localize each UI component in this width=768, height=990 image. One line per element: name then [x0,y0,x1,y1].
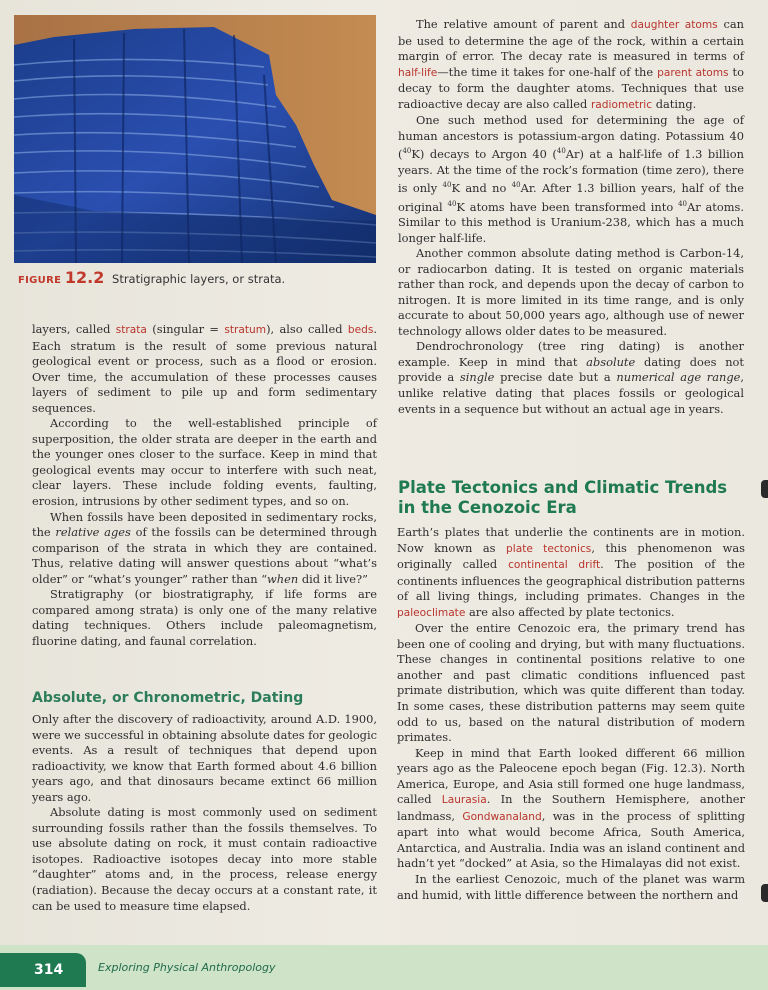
text-run: did it live?” [298,571,368,586]
isotope-superscript: 40 [402,147,412,156]
text-run: , this phenomenon was originally called [397,540,745,572]
paragraph: Another common absolute dating method is Carbon-14, or radiocarbon dating. It is tested on organic materials rather than rock, and depends upon the decay of carbon to nitrogen. It is more limited in its time range, and is only accurate to about 50,000 years ago, although use of newer technology allows older dates to be measured. [398,246,744,338]
paragraph [398,339,744,417]
isotope-superscript: 40 [556,147,566,156]
text-run: Earth’s plates that underlie the continents are in motion. Now known as [397,525,745,555]
paragraph [397,746,745,872]
paragraph: Absolute dating is most commonly used on sediment surrounding fossils rather than the fossils themselves. To use absolute dating on rock, it must contain radioactive isotopes. Radioactive isotopes decay into more stable “daughter” atoms and, in the process, release energy (radiation). Because the decay occurs at a constant rate, it can be used to measure time elapsed. [32,805,377,913]
keyword-term: daughter atoms [630,19,718,31]
emphasis: relative ages [55,525,131,540]
text-run: . In the Southern Hemisphere, another landmass, [397,792,745,823]
figure-caption-text: Stratigraphic layers, or strata. [112,272,286,286]
section-heading-absolute-dating: Absolute, or Chronometric, Dating [32,690,304,706]
emphasis: single [459,370,495,385]
page-edge-mark [761,884,768,902]
text-run: layers, called [32,322,116,336]
text-run: Dendrochronology (tree ring dating) is another example. Keep in mind that [398,339,744,369]
isotope-superscript: 40 [511,181,521,190]
text-run: are also affected by plate tectonics. [465,604,675,619]
isotope-superscript: 40 [447,199,457,208]
text-run: When fossils have been deposited in sedimentary rocks, the [32,509,377,540]
text-run: Ar) at a half-life of 1.3 billion years. At the time of the rock’s formation (time zero), there is only [398,147,744,196]
text-run: , unlike relative dating that places fossils or geological events in a sequence but without an actual age in years. [398,370,744,416]
keyword-term: beds [347,324,374,336]
running-book-title: Exploring Physical Anthropology [98,961,276,974]
keyword-term: Laurasia [441,794,487,807]
text-run: , was in the process of splitting apart into what would become Africa, South America, Antarctica, and Australia. India was an island continent and hadn’t yet “docked” at Asia, so the Himalayas did not exist. [397,808,745,871]
paragraph: Over the entire Cenozoic era, the primary trend has been one of cooling and drying, but with many fluctuations. These changes in continental positions relative to one another and past climatic conditions influenced past primate distribution, which was quite different than today. In some cases, these distribution patterns may seem quite odd to us, based on the natural distribution of modern primates. [397,621,745,745]
keyword-term: plate tectonics [506,542,592,555]
isotope-superscript: 40 [678,199,687,208]
figure-number: 12.2 [64,268,105,287]
paragraph: In the earliest Cenozoic, much of the planet was warm and humid, with little difference between the northern and [397,872,745,902]
keyword-term: stratum [224,324,267,336]
text-run: K atoms have been transformed into [456,199,679,214]
text-run: dating. [652,96,697,111]
keyword-term: half-life [398,66,438,79]
text-run: Ar atoms. Similar to this method is Uranium-238, which has a much longer half-life. [398,199,744,245]
text-run: Keep in mind that Earth looked different 66 million years ago as the Paleocene epoch began (Fig. 12.3). North America, Europe, and Asia still formed one huge landmass, called [397,745,745,807]
text-run: —the time it takes for one-half of the [437,64,658,79]
emphasis: numerical age range [616,370,741,385]
figure-label: FIGURE [18,275,62,286]
section-heading-plate-tectonics: Plate Tectonics and Climatic Trends in the Cenozoic Era [398,478,728,517]
right-column-lower [397,525,745,903]
text-run: . The position of the continents influences the geographical distribution patterns of all living things, including primates. Changes in the [397,557,745,604]
text-run: of the fossils can be determined through comparison of the strata in which they are contained. Thus, relative dating will answer questions about “what’s older” or “what’s younger” rather than “ [32,525,378,586]
text-run: K) decays to Argon 40 ( [411,147,557,162]
paragraph [397,525,745,621]
text-run: . Each stratum is the result of some previous natural geological event or process, such as a flood or erosion. Over time, the accumulation of these processes causes layers of sediment to pile up and form sedimentary sequences. [32,322,377,415]
left-column-lower [32,712,377,914]
text-run: (singular = [146,322,225,336]
strata-photo [14,15,376,263]
keyword-term: strata [115,324,147,336]
right-column-upper [398,17,744,417]
keyword-term: parent atoms [657,66,729,79]
figure-caption [18,268,378,287]
paragraph: Only after the discovery of radioactivity, around A.D. 1900, were we successful in obtaining absolute dates for geologic events. As a result of techniques that depend upon radioactivity, we know that Earth formed about 4.6 billion years ago, and that dinosaurs became extinct 66 million years ago. [32,712,378,804]
text-run: One such method used for determining the age of human ancestors is potassium-argon dating. Potassium 40 ( [398,113,744,162]
text-run: ), also called [266,322,348,336]
text-run: can be used to determine the age of the rock, within a certain margin of error. The decay rate is measured in terms of [398,17,744,64]
text-run: precise date but a [494,370,617,385]
paragraph: Stratigraphy (or biostratigraphy, if life forms are compared among strata) is only one of the many relative dating techniques. Others include paleomagnetism, fluorine dating, and faunal correlation. [32,587,377,648]
page-number: 314 [0,953,86,987]
left-column [32,322,377,649]
text-run: dating does not provide a [398,354,744,385]
text-run: Ar. After 1.3 billion years, half of the original [398,181,744,214]
keyword-term: Gondwanaland [462,810,542,823]
keyword-term: radiometric [590,98,653,111]
paragraph [398,113,744,246]
paragraph [32,322,377,416]
paragraph [398,17,744,113]
keyword-term: paleoclimate [397,606,466,619]
emphasis: absolute [586,354,636,369]
keyword-term: continental drift [508,559,601,572]
text-run: to decay to form the daughter atoms. Techniques that use radioactive decay are also called [398,64,744,111]
text-run: The relative amount of parent and [416,17,631,31]
text-run: K and no [451,181,512,196]
paragraph: According to the well-established principle of superposition, the older strata are deeper in the earth and the younger ones closer to the surface. Keep in mind that geological events may occur to interfere with such neat, clear layers. These include folding events, faulting, erosion, intrusions by other sediment types, and so on. [32,416,377,509]
isotope-superscript: 40 [442,181,452,190]
paragraph [32,510,377,588]
page-edge-mark [761,480,768,498]
emphasis: when [267,571,299,586]
